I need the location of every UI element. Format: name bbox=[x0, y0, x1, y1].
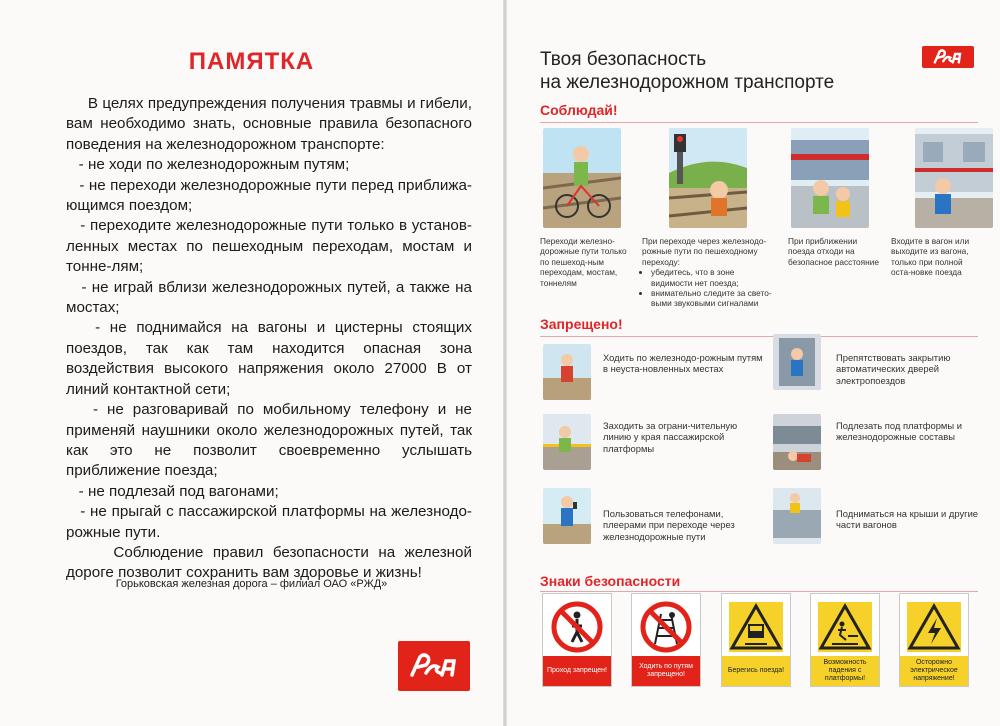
forbid-caption: Заходить за ограни-чительную линию у края пассажирской платформы bbox=[603, 420, 738, 454]
forbid-title: Запрещено! bbox=[540, 316, 623, 332]
memo-title: ПАМЯТКА bbox=[188, 48, 315, 75]
forbid-illustration bbox=[543, 488, 591, 544]
obey-illustration-crossing bbox=[543, 128, 621, 228]
obey-caption bbox=[891, 236, 983, 278]
rzd-logo-small bbox=[922, 46, 974, 68]
sign-label: Ходить по путям запрещено! bbox=[632, 656, 700, 686]
obey-bullet: • внимательно следите за свето-выми звуковыми сигналами bbox=[651, 288, 774, 309]
sign-fall-warning bbox=[810, 593, 880, 687]
rzd-logo-icon bbox=[927, 48, 969, 66]
memo-item: - не прыгай с пассажирской платформы на железнодо-рожные пути. bbox=[66, 503, 472, 541]
train-distance-icon bbox=[791, 128, 869, 228]
obey-illustration-signal bbox=[669, 128, 747, 228]
obey-illustration-boarding bbox=[915, 128, 993, 228]
no-pedestrian-icon bbox=[549, 600, 605, 654]
forbid-illustration bbox=[543, 344, 591, 400]
sign-label: Берегись поезда! bbox=[722, 656, 790, 686]
memo-footer: Горьковская железная дорога – филиал ОАО «РЖД» bbox=[115, 578, 388, 590]
obey-caption bbox=[788, 236, 880, 267]
divider bbox=[540, 591, 978, 592]
obey-caption bbox=[540, 236, 636, 288]
train-warning-icon bbox=[728, 600, 784, 654]
train-boarding-icon bbox=[915, 128, 993, 228]
memo-item: - не поднимайся на вагоны и цистерны стоящих поездов, так как там находится опасная зона воздействия высокого напряжения около 27000 В от линий контактной сети; bbox=[66, 319, 472, 398]
roof-climbing-icon bbox=[773, 488, 821, 544]
right-page bbox=[507, 0, 1000, 726]
sign-label: Проход запрещен! bbox=[543, 656, 611, 686]
obey-caption-text: Входите в вагон или выходите из вагона, только при полной оста-новке поезда bbox=[891, 236, 970, 278]
no-walking-on-tracks-icon bbox=[638, 600, 694, 654]
right-title-line2: на железнодорожном транспорте bbox=[540, 72, 835, 93]
forbid-illustration bbox=[543, 414, 591, 470]
forbid-caption: Ходить по железнодо-рожным путям в неуста-новленных местах bbox=[603, 352, 763, 375]
forbid-caption: Подниматься на крыши и другие части вагонов bbox=[836, 508, 979, 531]
forbid-illustration bbox=[773, 414, 821, 470]
divider bbox=[540, 336, 978, 337]
memo-body bbox=[66, 94, 472, 584]
forbid-illustration bbox=[773, 488, 821, 544]
forbid-caption: Пользоваться телефонами, плеерами при переходе через железнодорожные пути bbox=[603, 508, 735, 542]
right-title bbox=[540, 48, 834, 94]
memo-item: - не ходи по железнодорожным путям; bbox=[78, 156, 350, 174]
memo-item: - переходите железнодорожные пути только в установ-ленных местах по пешеходным переходам, мостам и тонне-лям; bbox=[66, 217, 472, 276]
memo-item: - не разговаривай по мобильному телефону и не применяй наушники около железнодорожных путей, так как это не позволит своевременно услышать приближение поезда; bbox=[66, 401, 472, 480]
obey-caption-text: Переходи железно-дорожные пути только по пешеход-ным переходам, мостам, тоннелям bbox=[540, 236, 627, 288]
cyclist-crossing-icon bbox=[543, 128, 621, 228]
fall-warning-icon bbox=[817, 600, 873, 654]
obey-caption-text: При переходе через железнодо-рожные пути по пешеходному переходу: bbox=[642, 236, 767, 267]
sign-label: Осторожно электрическое напряжение! bbox=[900, 656, 968, 686]
memo-intro: В целях предупреждения получения травмы и гибели, вам необходимо знать, основные правила безопасного поведения на железнодорожном транспорте: bbox=[66, 95, 472, 153]
sign-electric-warning bbox=[899, 593, 969, 687]
obey-caption bbox=[642, 236, 774, 309]
under-platform-icon bbox=[773, 414, 821, 470]
forbid-caption: Подлезать под платформы и железнодорожные составы bbox=[836, 420, 962, 443]
memo-item: - не подлезай под вагонами; bbox=[78, 482, 279, 500]
obey-caption-text: При приближении поезда отходи на безопасное расстояние bbox=[788, 236, 879, 267]
obey-title: Соблюдай! bbox=[540, 102, 618, 118]
sign-train-warning bbox=[721, 593, 791, 687]
sign-label: Возможность падения с платформы! bbox=[811, 656, 879, 686]
phone-crossing-icon bbox=[543, 488, 591, 544]
memo-item: - не играй вблизи железнодорожных путей, а также на мостах; bbox=[66, 278, 472, 317]
electric-warning-icon bbox=[906, 600, 962, 654]
obey-bullets bbox=[642, 267, 774, 309]
train-door-icon bbox=[773, 334, 821, 390]
sign-no-walking-on-tracks bbox=[631, 593, 701, 687]
platform-edge-icon bbox=[543, 414, 591, 470]
forbid-caption: Препятствовать закрытию автоматических дверей электропоездов bbox=[836, 352, 951, 386]
memo-item: - не переходи железнодорожные пути перед приближа-ющимся поездом; bbox=[66, 176, 472, 215]
divider bbox=[540, 122, 978, 123]
forbid-illustration bbox=[773, 334, 821, 390]
obey-bullet: • убедитесь, что в зоне видимости нет поезда; bbox=[651, 267, 774, 288]
right-title-line1: Твоя безопасность bbox=[540, 49, 707, 70]
traffic-signal-crossing-icon bbox=[669, 128, 747, 228]
obey-illustration-distance bbox=[791, 128, 869, 228]
rzd-logo bbox=[398, 641, 470, 691]
sign-no-pedestrian bbox=[542, 593, 612, 687]
walking-on-tracks-icon bbox=[543, 344, 591, 400]
rzd-logo-icon bbox=[406, 651, 462, 681]
signs-title: Знаки безопасности bbox=[540, 573, 681, 589]
memo-closing: Соблюдение правил безопасности на железной дороге позволит сохранить вам здоровье и жизнь! bbox=[66, 543, 472, 582]
